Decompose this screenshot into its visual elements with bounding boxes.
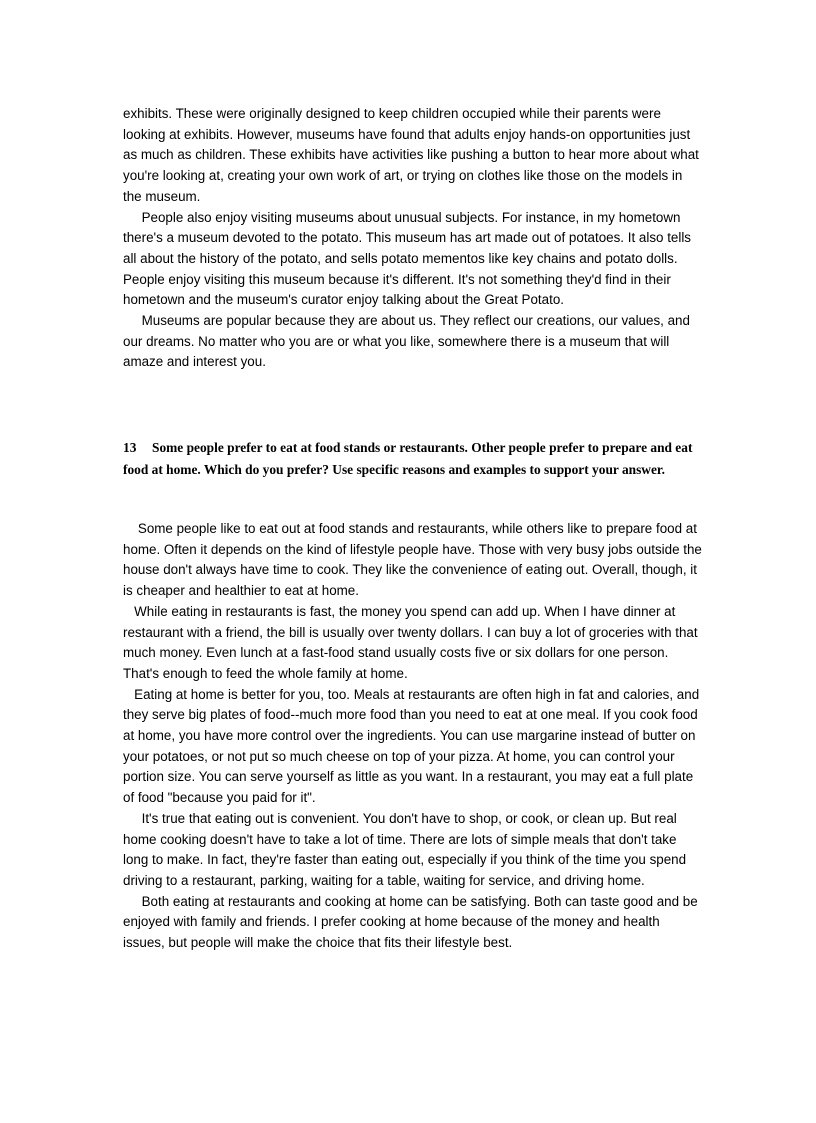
paragraph: Eating at home is better for you, too. Meals at restaurants are often high in fat and calories, and they serve big plates of food--much more food than you need to eat at one meal. If you cook food at home, you have more control over the ingredients. You can use margarine instead of butter on your potatoes, or not put so much cheese on top of your pizza. At home, you can control your portion size. You can serve yourself as little as you want. In a restaurant, you may eat a full plate of food "because you paid for it". (123, 686, 703, 806)
paragraph: exhibits. These were originally designed to keep children occupied while their parents were looking at exhibits. However, museums have found that adults enjoy hands-on opportunities just as much as children. These exhibits have activities like pushing a button to hear more about what you're looking at, creating your own work of art, or trying on clothes like those on the models in the museum. (123, 106, 703, 204)
question-block (123, 437, 703, 480)
food-essay (123, 519, 706, 954)
question-prompt (123, 437, 703, 480)
question-text: Some people prefer to eat at food stands or restaurants. Other people prefer to prepare and eat food at home. Which do you prefer? Use specific reasons and examples to support your answer. (123, 440, 693, 477)
paragraph: While eating in restaurants is fast, the money you spend can add up. When I have dinner at restaurant with a friend, the bill is usually over twenty dollars. I can buy a lot of groceries with that much money. Even lunch at a fast-food stand usually costs five or six dollars for one person. That's enough to feed the whole family at home. (123, 603, 702, 681)
paragraph: It's true that eating out is convenient. You don't have to shop, or cook, or clean up. But real home cooking doesn't have to take a lot of time. There are lots of simple meals that don't take long to make. In fact, they're faster than eating out, especially if you think of the time you spend driving to a restaurant, parking, waiting for a table, waiting for service, and driving home. (123, 810, 690, 888)
paragraph: Some people like to eat out at food stands and restaurants, while others like to prepare food at home. Often it depends on the kind of lifestyle people have. Those with very busy jobs outside the house don't always have time to cook. They like the convenience of eating out. Overall, though, it is cheaper and healthier to eat at home. (123, 521, 706, 599)
paragraph: Museums are popular because they are about us. They reflect our creations, our values, and our dreams. No matter who you are or what you like, somewhere there is a museum that will amaze and interest you. (123, 313, 694, 370)
paragraph: Both eating at restaurants and cooking at home can be satisfying. Both can taste good and be enjoyed with family and friends. I prefer cooking at home because of the money and health issues, but people will make the choice that fits their lifestyle best. (123, 893, 702, 951)
paragraph: People also enjoy visiting museums about unusual subjects. For instance, in my hometown there's a museum devoted to the potato. This museum has art made out of potatoes. It also tells all about the history of the potato, and sells potato mementos like key chains and potato dolls. (123, 209, 695, 266)
museum-essay-continuation (123, 104, 703, 373)
question-number: 13 (123, 440, 137, 455)
paragraph: People enjoy visiting this museum because it's different. It's not something they'd find in their hometown and the museum's curator enjoy talking about the Great Potato. (123, 271, 675, 308)
